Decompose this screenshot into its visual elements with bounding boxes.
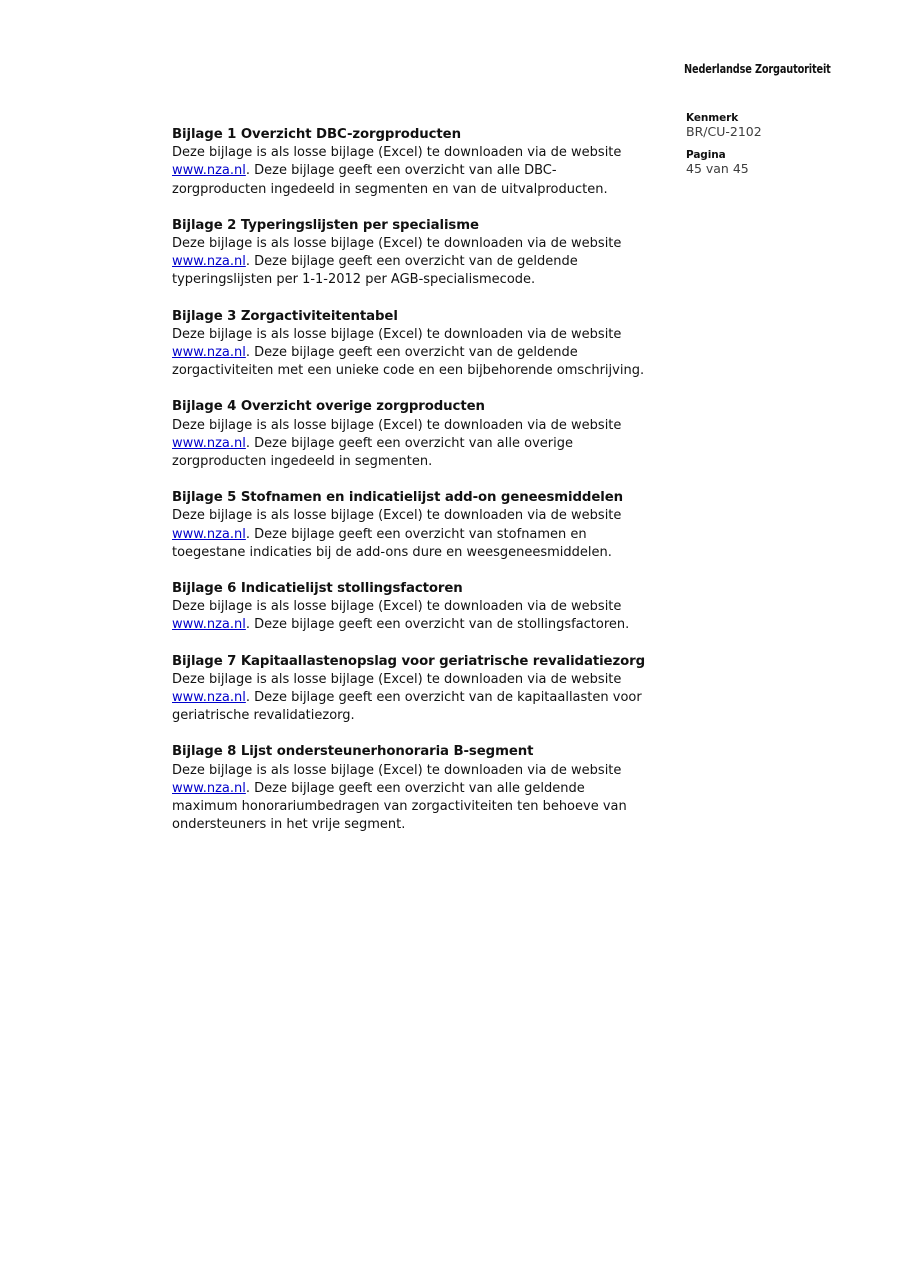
bijlage-1-section	[172, 126, 682, 199]
bijlage-8-body-line-1: Deze bijlage is als losse bijlage (Excel) te downloaden via de website	[172, 762, 622, 778]
org-name: Nederlandse Zorgautoriteit	[684, 61, 831, 76]
bijlage-4-section	[172, 398, 682, 471]
bijlage-7-title: Bijlage 7 Kapitaallastenopslag voor geriatrische revalidatiezorg	[172, 653, 646, 669]
document-meta	[686, 111, 876, 185]
bijlage-8-body-text: . Deze bijlage geeft een overzicht van alle geldende	[245, 780, 585, 796]
bijlage-2-body-line-1: Deze bijlage is als losse bijlage (Excel) te downloaden via de website	[172, 236, 622, 252]
bijlage-1-body-line-1: Deze bijlage is als losse bijlage (Excel) te downloaden via de website	[172, 145, 622, 161]
bijlage-4-body-line-1: Deze bijlage is als losse bijlage (Excel) te downloaden via de website	[172, 417, 622, 433]
bijlage-8-title: Bijlage 8 Lijst ondersteunerhonoraria B-segment	[172, 744, 534, 760]
bijlage-7-body-text: . Deze bijlage geeft een overzicht van de kapitaallasten voor	[245, 690, 642, 706]
bijlage-2-section	[172, 217, 682, 290]
bijlage-5-body-line-3: toegestane indicaties bij de add-ons dure en weesgeneesmiddelen.	[172, 544, 612, 560]
bijlage-2-body-text: . Deze bijlage geeft een overzicht van de geldende	[245, 254, 578, 270]
bijlage-6-section	[172, 580, 682, 635]
bijlage-8-body-line-4: ondersteuners in het vrije segment.	[172, 817, 406, 833]
pagina-label: Pagina	[686, 149, 726, 161]
bijlage-4-body-line-3: zorgproducten ingedeeld in segmenten.	[172, 454, 433, 470]
bijlage-7-body-line-3: geriatrische revalidatiezorg.	[172, 708, 355, 724]
bijlage-7-body-line-2	[172, 689, 682, 707]
bijlage-3-body-line-2	[172, 344, 682, 362]
nza-link[interactable]: www.nza.nl	[172, 345, 246, 361]
bijlage-6-body-line-1: Deze bijlage is als losse bijlage (Excel) te downloaden via de website	[172, 599, 622, 615]
bijlage-4-title: Bijlage 4 Overzicht overige zorgproducten	[172, 399, 485, 415]
bijlage-7-body-line-1: Deze bijlage is als losse bijlage (Excel) te downloaden via de website	[172, 671, 622, 687]
bijlage-7-section	[172, 653, 682, 726]
bijlage-8-body-line-2	[172, 780, 682, 798]
bijlage-1-body-text: . Deze bijlage geeft een overzicht van alle DBC-	[245, 163, 557, 179]
bijlage-8-section	[172, 743, 682, 834]
bijlage-6-title: Bijlage 6 Indicatielijst stollingsfactoren	[172, 581, 463, 597]
bijlage-6-body-text: . Deze bijlage geeft een overzicht van de stollingsfactoren.	[245, 617, 630, 633]
bijlage-5-body-line-1: Deze bijlage is als losse bijlage (Excel) te downloaden via de website	[172, 508, 622, 524]
bijlagen-list	[172, 126, 682, 853]
nza-link[interactable]: www.nza.nl	[172, 690, 246, 706]
bijlage-5-title: Bijlage 5 Stofnamen en indicatielijst add-on geneesmiddelen	[172, 490, 623, 506]
bijlage-4-body-text: . Deze bijlage geeft een overzicht van alle overige	[245, 435, 573, 451]
nza-link[interactable]: www.nza.nl	[172, 254, 246, 270]
nza-link[interactable]: www.nza.nl	[172, 780, 246, 796]
bijlage-8-body-line-3: maximum honorariumbedragen van zorgactiviteiten ten behoeve van	[172, 799, 627, 815]
bijlage-3-body-line-3: zorgactiviteiten met een unieke code en een bijbehorende omschrijving.	[172, 363, 645, 379]
bijlage-3-title: Bijlage 3 Zorgactiviteitentabel	[172, 308, 398, 324]
nza-link[interactable]: www.nza.nl	[172, 617, 246, 633]
nza-link[interactable]: www.nza.nl	[172, 163, 246, 179]
bijlage-3-section	[172, 308, 682, 381]
bijlage-5-section	[172, 489, 682, 562]
nza-link[interactable]: www.nza.nl	[172, 526, 246, 542]
bijlage-6-body-line-2	[172, 616, 682, 634]
kenmerk-label: Kenmerk	[686, 112, 739, 124]
kenmerk-value: BR/CU-2102	[686, 124, 762, 139]
bijlage-3-body-line-1: Deze bijlage is als losse bijlage (Excel) te downloaden via de website	[172, 326, 622, 342]
bijlage-4-body-line-2	[172, 435, 682, 453]
nza-link[interactable]: www.nza.nl	[172, 435, 246, 451]
pagina-value: 45 van 45	[686, 161, 749, 176]
bijlage-5-body-line-2	[172, 526, 682, 544]
bijlage-2-title: Bijlage 2 Typeringslijsten per specialisme	[172, 217, 479, 233]
bijlage-1-title: Bijlage 1 Overzicht DBC-zorgproducten	[172, 127, 461, 142]
bijlage-2-body-line-2	[172, 253, 682, 271]
bijlage-3-body-text: . Deze bijlage geeft een overzicht van de geldende	[245, 345, 578, 361]
bijlage-5-body-text: . Deze bijlage geeft een overzicht van stofnamen en	[245, 526, 587, 542]
bijlage-1-body-line-2	[172, 162, 682, 180]
bijlage-1-body-line-3: zorgproducten ingedeeld in segmenten en van de uitvalproducten.	[172, 181, 608, 197]
bijlage-2-body-line-3: typeringslijsten per 1-1-2012 per AGB-specialismecode.	[172, 272, 536, 288]
